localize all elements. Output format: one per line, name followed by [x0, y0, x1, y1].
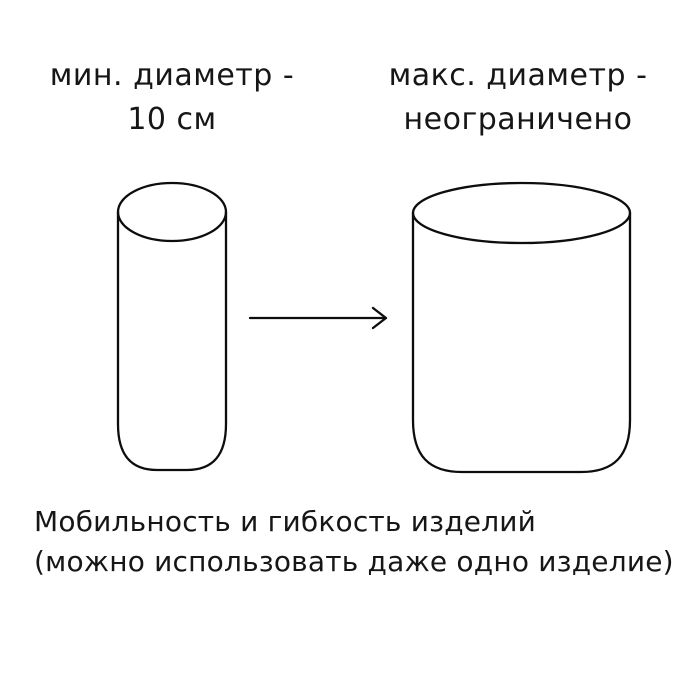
arrow-right-icon — [250, 308, 386, 328]
max-diameter-title-line2: неограничено — [403, 102, 633, 137]
min-diameter-title-line1: мин. диаметр - — [49, 58, 295, 93]
caption-line2: (можно использовать даже одно изделие) — [34, 545, 674, 578]
large-cylinder — [413, 183, 630, 472]
caption — [34, 502, 674, 582]
min-diameter-title-line2: 10 см — [127, 102, 217, 137]
small-cylinder — [118, 183, 226, 470]
caption-line1: Мобильность и гибкость изделий — [34, 505, 537, 538]
max-diameter-title-line1: макс. диаметр - — [388, 58, 648, 93]
